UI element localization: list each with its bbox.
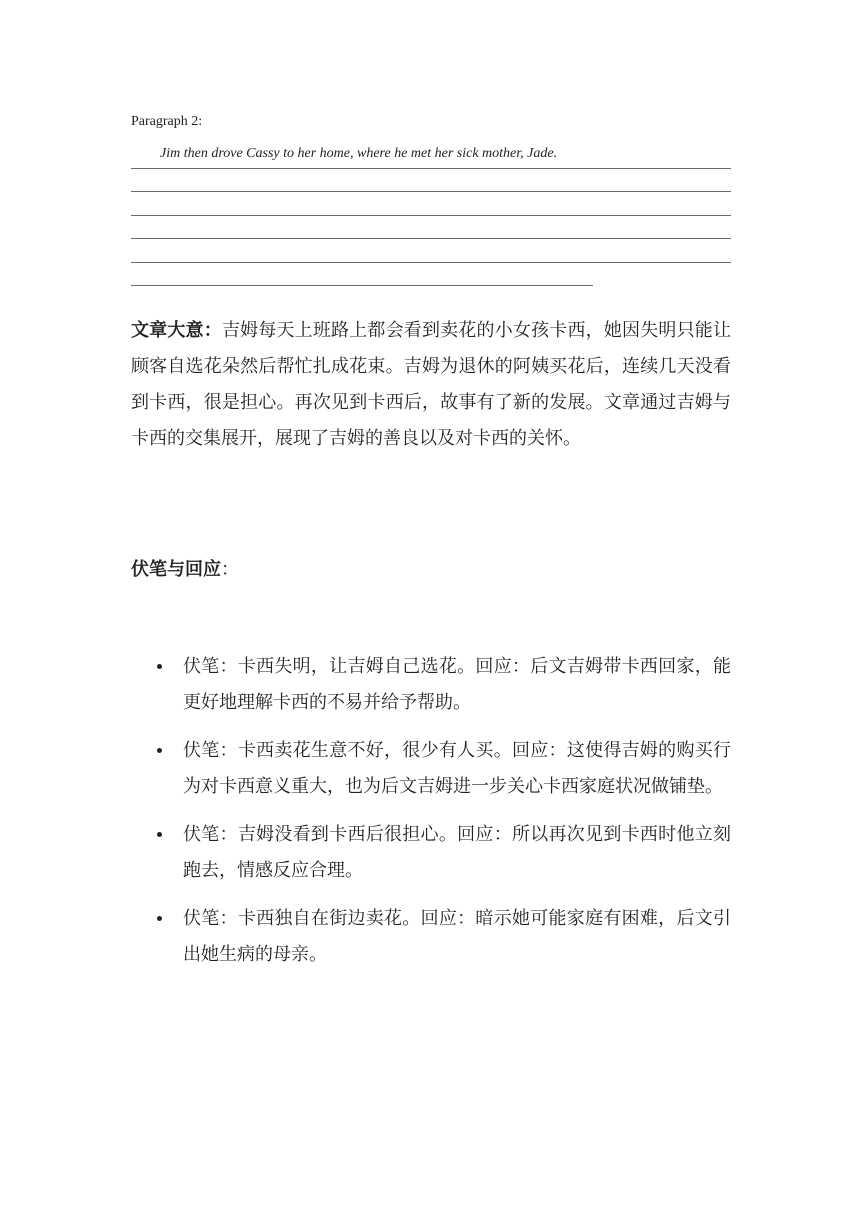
writing-line <box>131 191 731 192</box>
bullet-dot-icon <box>157 832 162 837</box>
foreshadow-heading-text: 伏笔与回应 <box>131 559 221 580</box>
article-summary <box>131 313 731 457</box>
bullet-dot-icon <box>157 916 162 921</box>
foreshadow-heading-colon: ： <box>221 559 239 580</box>
foreshadow-heading <box>131 555 239 581</box>
writing-line <box>131 285 593 286</box>
writing-lines <box>131 168 731 308</box>
list-item-text: 伏笔：卡西失明，让吉姆自己选花。回应：后文吉姆带卡西回家，能更好地理解卡西的不易并给予帮助。 <box>183 656 731 713</box>
foreshadow-list <box>131 649 731 985</box>
writing-line <box>131 238 731 239</box>
list-item-text: 伏笔：卡西卖花生意不好，很少有人买。回应：这使得吉姆的购买行为对卡西意义重大，也为后文吉姆进一步关心卡西家庭状况做铺垫。 <box>183 740 731 797</box>
list-item-text: 伏笔：卡西独自在街边卖花。回应：暗示她可能家庭有困难，后文引出她生病的母亲。 <box>183 908 731 965</box>
bullet-dot-icon <box>157 664 162 669</box>
summary-label: 文章大意： <box>131 320 222 341</box>
list-item <box>131 901 731 973</box>
summary-text: 吉姆每天上班路上都会看到卖花的小女孩卡西，她因失明只能让顾客自选花朵然后帮忙扎成花束。吉姆为退休的阿姨买花后，连续几天没看到卡西，很是担心。再次见到卡西后，故事有了新的发展。文章通过吉姆与卡西的交集展开，展现了吉姆的善良以及对卡西的关怀。 <box>131 320 731 449</box>
list-item <box>131 733 731 805</box>
writing-line <box>131 215 731 216</box>
list-item <box>131 649 731 721</box>
writing-line <box>131 262 731 263</box>
paragraph-label: Paragraph 2: <box>131 114 203 129</box>
paragraph-opening-sentence: Jim then drove Cassy to her home, where he met her sick mother, Jade. <box>160 146 558 161</box>
list-item <box>131 817 731 889</box>
writing-line <box>131 168 731 169</box>
list-item-text: 伏笔：吉姆没看到卡西后很担心。回应：所以再次见到卡西时他立刻跑去，情感反应合理。 <box>183 824 731 881</box>
bullet-dot-icon <box>157 748 162 753</box>
